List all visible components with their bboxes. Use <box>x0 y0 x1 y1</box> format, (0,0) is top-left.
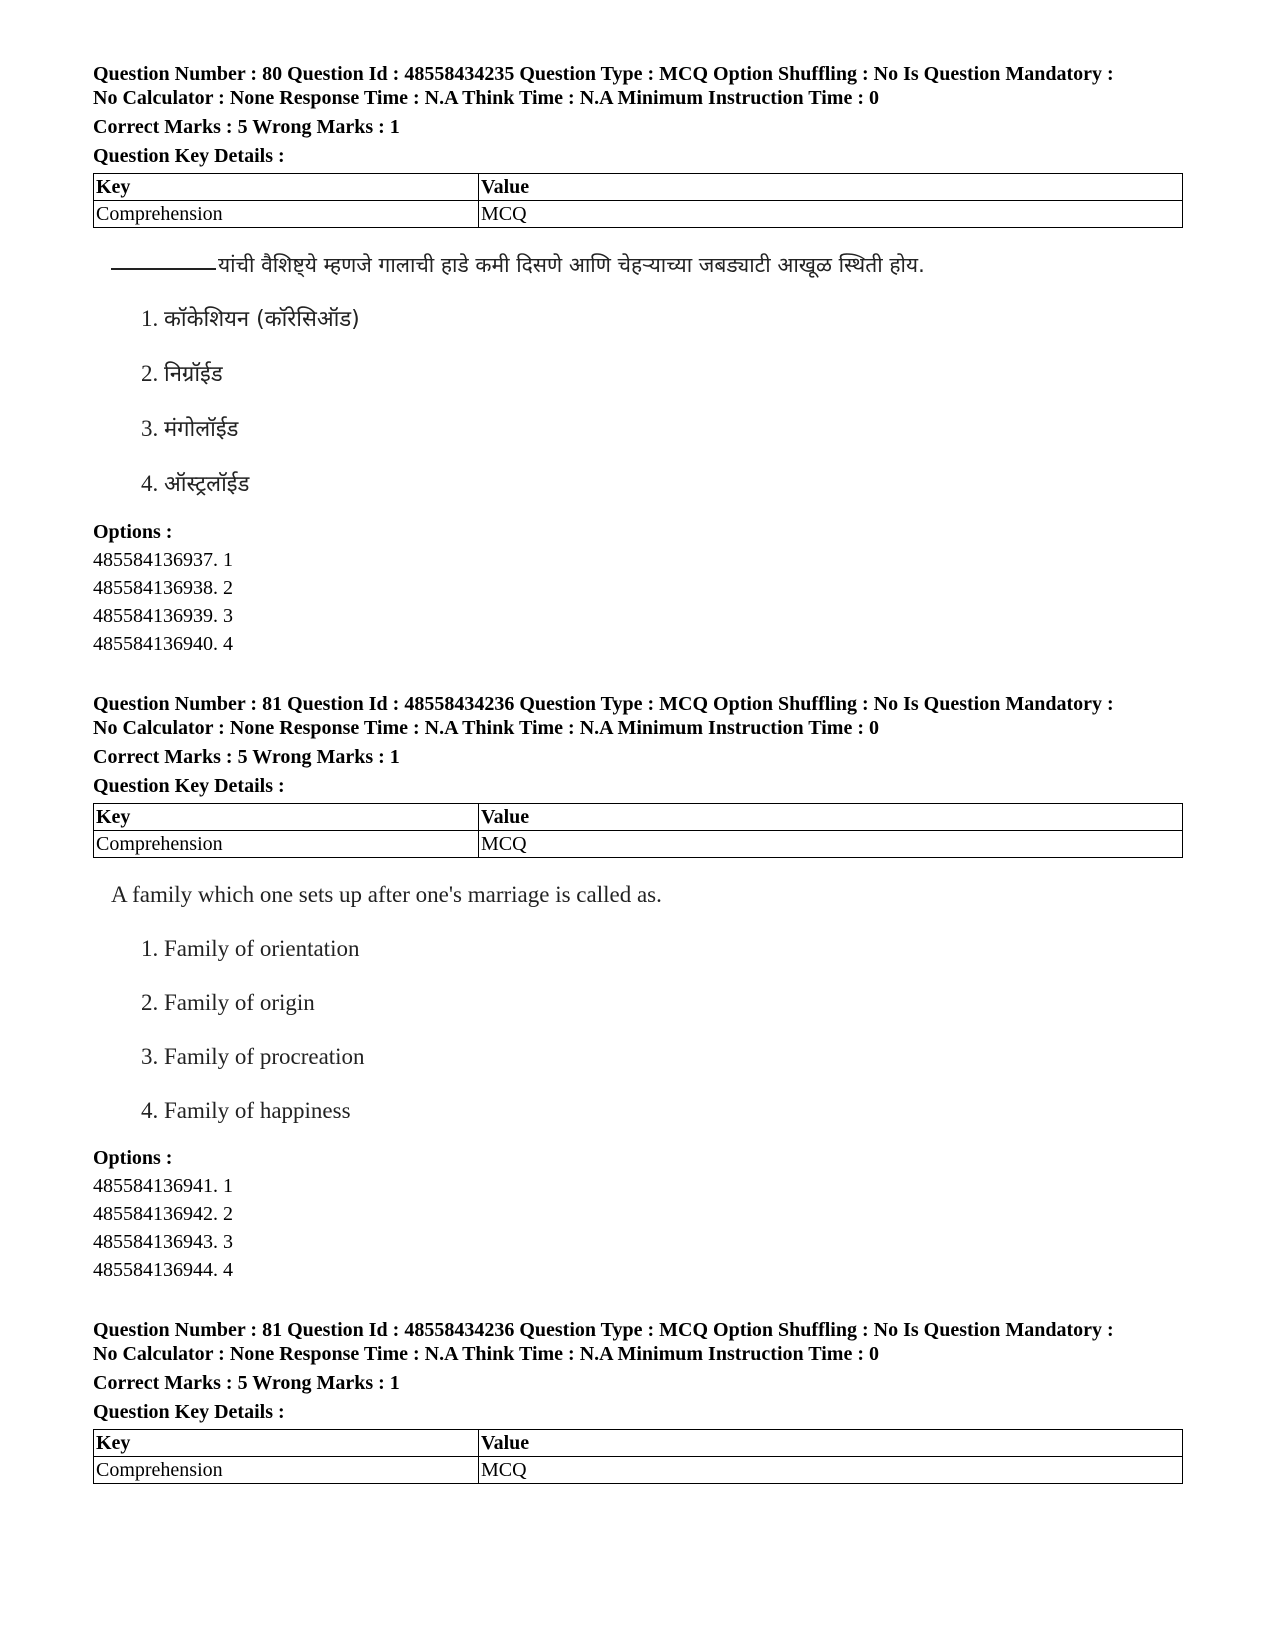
option-item: 485584136940. 4 <box>93 633 233 655</box>
key-details-header-row <box>94 1430 1183 1457</box>
answer-blank <box>111 268 216 270</box>
choice-item <box>93 304 1183 335</box>
question-meta-line-2: No Calculator : None Response Time : N.A Think Time : N.A Minimum Instruction Time : 0 <box>93 717 879 739</box>
question-text-content: यांची वैशिष्ट्ये म्हणजे गालाची हाडे कमी दिसणे आणि चेहऱ्याच्या जबड्याटी आखूळ स्थिती होय. <box>218 253 925 277</box>
choice-text: कॉकेशियन (कॉरेसिऑड) <box>164 307 360 332</box>
choice-text: Family of orientation <box>164 936 360 961</box>
choice-item <box>93 1096 1183 1126</box>
choice-number: 2. <box>141 361 159 386</box>
cell-value: MCQ <box>479 1457 1183 1484</box>
question-image <box>93 250 1183 500</box>
cell-key: Comprehension <box>94 831 479 858</box>
question-block-81-repeat <box>93 1318 1183 1484</box>
choice-number: 2. <box>141 990 159 1015</box>
question-meta <box>93 1318 1183 1366</box>
header-value: Value <box>479 1430 1183 1457</box>
option-item: 485584136943. 3 <box>93 1231 233 1253</box>
question-meta <box>93 62 1183 110</box>
header-key: Key <box>94 174 479 201</box>
question-block-80 <box>93 62 1183 658</box>
key-details-table <box>93 803 1183 858</box>
header-key: Key <box>94 1430 479 1457</box>
cell-key: Comprehension <box>94 201 479 228</box>
question-meta-line-2: No Calculator : None Response Time : N.A Think Time : N.A Minimum Instruction Time : 0 <box>93 1343 879 1365</box>
choice-item <box>93 1042 1183 1072</box>
question-text <box>93 250 1183 280</box>
options-label: Options : <box>93 1147 173 1169</box>
choice-number: 1. <box>141 936 159 961</box>
key-details-header-row <box>94 804 1183 831</box>
cell-key: Comprehension <box>94 1457 479 1484</box>
cell-value: MCQ <box>479 201 1183 228</box>
question-meta-line-1: Question Number : 81 Question Id : 48558434236 Question Type : MCQ Option Shuffling : No Is Question Mandatory : <box>93 1319 1114 1341</box>
choice-text: Family of procreation <box>164 1044 365 1069</box>
question-marks: Correct Marks : 5 Wrong Marks : 1 <box>93 116 400 138</box>
cell-value: MCQ <box>479 831 1183 858</box>
option-item: 485584136942. 2 <box>93 1203 233 1225</box>
option-item: 485584136941. 1 <box>93 1175 233 1197</box>
question-meta-line-2: No Calculator : None Response Time : N.A Think Time : N.A Minimum Instruction Time : 0 <box>93 87 879 109</box>
key-details-header-row <box>94 174 1183 201</box>
choice-number: 4. <box>141 1098 159 1123</box>
key-details-label: Question Key Details : <box>93 775 285 797</box>
question-text: A family which one sets up after one's marriage is called as. <box>111 882 662 907</box>
header-value: Value <box>479 804 1183 831</box>
choice-text: मंगोलॉईड <box>164 417 239 442</box>
choice-item <box>93 934 1183 964</box>
key-details-row <box>94 831 1183 858</box>
question-meta-line-1: Question Number : 81 Question Id : 48558434236 Question Type : MCQ Option Shuffling : No Is Question Mandatory : <box>93 693 1114 715</box>
choice-text: ऑस्ट्रलॉईड <box>164 472 250 497</box>
question-image <box>93 880 1183 1126</box>
question-marks: Correct Marks : 5 Wrong Marks : 1 <box>93 1372 400 1394</box>
choice-item <box>93 359 1183 390</box>
question-marks: Correct Marks : 5 Wrong Marks : 1 <box>93 746 400 768</box>
choice-number: 4. <box>141 471 159 496</box>
key-details-table <box>93 173 1183 228</box>
option-item: 485584136938. 2 <box>93 577 233 599</box>
option-item: 485584136939. 3 <box>93 605 233 627</box>
choice-item <box>93 988 1183 1018</box>
key-details-row <box>94 201 1183 228</box>
choice-text: निग्रॉईड <box>164 362 223 387</box>
option-item: 485584136944. 4 <box>93 1259 233 1281</box>
question-block-81 <box>93 692 1183 1284</box>
key-details-label: Question Key Details : <box>93 1401 285 1423</box>
option-item: 485584136937. 1 <box>93 549 233 571</box>
document-page <box>93 62 1183 1518</box>
question-meta-line-1: Question Number : 80 Question Id : 48558434235 Question Type : MCQ Option Shuffling : No Is Question Mandatory : <box>93 63 1114 85</box>
options-label: Options : <box>93 521 173 543</box>
choice-item <box>93 414 1183 445</box>
key-details-table <box>93 1429 1183 1484</box>
key-details-row <box>94 1457 1183 1484</box>
key-details-label: Question Key Details : <box>93 145 285 167</box>
choice-text: Family of origin <box>164 990 315 1015</box>
choice-item <box>93 469 1183 500</box>
header-key: Key <box>94 804 479 831</box>
question-meta <box>93 692 1183 740</box>
header-value: Value <box>479 174 1183 201</box>
choice-number: 3. <box>141 416 159 441</box>
choice-number: 1. <box>141 306 159 331</box>
choice-number: 3. <box>141 1044 159 1069</box>
choice-text: Family of happiness <box>164 1098 351 1123</box>
